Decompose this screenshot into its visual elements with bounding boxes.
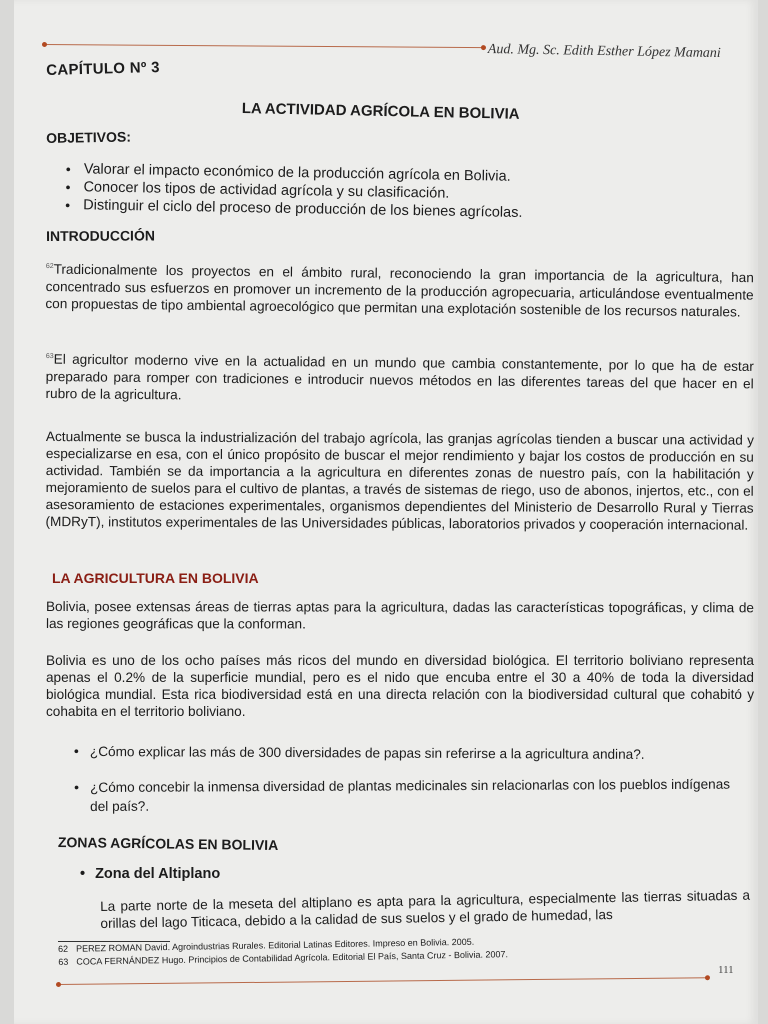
agriculture-heading: LA AGRICULTURA EN BOLIVIA xyxy=(52,570,259,586)
list-item: • Valorar el impacto económico de la producción agrícola en Bolivia. xyxy=(65,160,511,185)
footnote: 63 COCA FERNÁNDEZ Hugo. Principios de Contabilidad Agrícola. Editorial El País, Santa Cruz - Bolivia. 2007. xyxy=(58,949,509,967)
footer-rule xyxy=(58,977,708,985)
header-author: Aud. Mg. Sc. Edith Esther López Mamani xyxy=(487,42,721,62)
zones-heading: ZONAS AGRÍCOLAS EN BOLIVIA xyxy=(57,834,279,854)
bullet-icon: • xyxy=(65,160,71,178)
intro-paragraph: $^{62}$Tradicionalmente los proyectos en el ámbito rural, reconociendo la gran importancia de la agricultura, han concentrado sus esfuerzos en promover un incremento de la producción agropecuaria, articulándose eventualmente con propuestas de tipo ambiental agroecológico que permitan una explotación sostenible de los recursos naturales. xyxy=(45,261,754,320)
introduction-heading: INTRODUCCIÓN xyxy=(46,227,155,244)
footnotes xyxy=(58,933,658,969)
rule-dot xyxy=(56,982,61,987)
question-item: • ¿Cómo concebir la inmensa diversidad de plantas medicinales sin relacionarlas con los pueblos indígenas del país?. xyxy=(74,776,731,814)
bullet-icon: • xyxy=(65,196,71,214)
objectives-list xyxy=(65,160,523,222)
zone-item: • Zona del Altiplano xyxy=(80,866,221,882)
agriculture-paragraph: Bolivia, posee extensas áreas de tierras aptas para la agricultura, dadas las características topográficas, y clima de las regiones geográficas que la conforman. xyxy=(45,599,754,632)
document-page xyxy=(14,0,758,1024)
agriculture-paragraph: Bolivia es uno de los ocho países más ricos del mundo en diversidad biológica. El territorio boliviano representa apenas el 0.2% de la superficie mundial, pero es el nido que encuba entre el 30 a 40% de toda la diversidad biológica mundial. Esta rica biodiversidad está en una directa relación con la biodiversidad cultural que cohabitó y cohabita en el territorio boliviano. xyxy=(46,653,754,719)
page-number: 111 xyxy=(718,964,734,976)
intro-paragraph: $^{63}$El agricultor moderno vive en la actualidad en un mundo que cambia constantemente, por lo que ha de estar preparado para romper con tradiciones e introducir nuevos métodos en las diferentes tareas del que hacer en el rubro de la agricultura. xyxy=(45,351,754,402)
list-item: • Distinguir el ciclo del proceso de producción de los bienes agrícolas. xyxy=(65,196,523,221)
bullet-icon: • xyxy=(65,178,71,196)
question-item: • ¿Cómo explicar las más de 300 diversidades de papas sin referirse a la agricultura andina?. xyxy=(73,742,645,762)
page-title: LA ACTIVIDAD AGRÍCOLA EN BOLIVIA xyxy=(241,100,520,123)
header-rule xyxy=(44,44,484,48)
rule-dot xyxy=(705,975,710,980)
zone-paragraph: La parte norte de la meseta del altiplano es apta para la agricultura, especialmente las tierras situadas a orillas del lago Titicaca, debido a la calidad de sus suelos y el grado de humedad, las xyxy=(100,887,751,931)
rule-dot xyxy=(42,42,47,47)
objectives-heading: OBJETIVOS: xyxy=(46,128,132,146)
rule-dot xyxy=(481,45,486,50)
chapter-number: CAPÍTULO Nº 3 xyxy=(46,59,160,79)
footnote-ref: 62 xyxy=(45,262,54,271)
footnote-ref: 63 xyxy=(45,352,54,361)
bullet-icon: • xyxy=(73,742,79,759)
bullet-icon: • xyxy=(80,866,86,882)
list-item: • Conocer los tipos de actividad agrícola y su clasificación. xyxy=(65,178,450,202)
intro-paragraph: Actualmente se busca la industrialización del trabajo agrícola, las granjas agrícolas tienden a buscar una actividad y especializarse en esa, con el único propósito de buscar el mejor rendimiento y bajar los costos de producción en su actividad. También se da importancia a la agricultura en diferentes zonas de nuestro país, con la habilitación y mejoramiento de suelos para el cultivo de plantas, a través de sistemas de riego, uso de abonos, injertos, etc., con el asesoramiento de estaciones experimentales, organismos dependientes del Ministerio de Desarrollo Rural y Tierras (MDRyT), institutos experimentales de las Universidades públicas, laboratorios privados y cooperación internacional. xyxy=(45,429,754,533)
bullet-icon: • xyxy=(74,779,79,796)
footnote: 62 PEREZ ROMAN David. Agroindustrias Rurales. Editorial Latinas Editores. Impreso en Bolivia. 2005. xyxy=(58,936,475,954)
